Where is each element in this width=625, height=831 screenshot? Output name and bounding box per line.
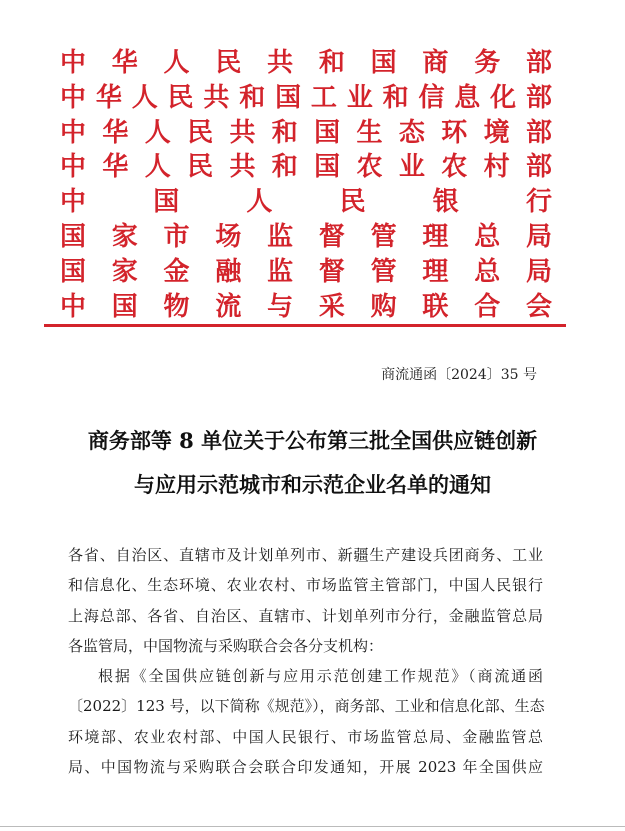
issuing-agencies-header <box>60 46 552 324</box>
body-line: 〔2022〕123 号，以下简称《规范》），商务部、工业和信息化部、生态 <box>68 697 545 716</box>
agency-line: 国家金融监督管理总局 <box>60 256 552 287</box>
body-line: 根据《全国供应链创新与应用示范创建工作规范》（商流通函 <box>98 667 543 686</box>
body-line: 各监管局，中国物流与采购联合会各分支机构： <box>68 636 384 655</box>
body-line: 各省、自治区、直辖市及计划单列市、新疆生产建设兵团商务、工业 <box>68 546 543 564</box>
agency-line: 中华人民共和国农业农村部 <box>60 152 552 183</box>
document-title-line-1: 商务部等 8 单位关于公布第三批全国供应链创新 <box>87 428 538 453</box>
document-body <box>68 540 543 782</box>
body-line: 和信息化、生态环境、农业农村、市场监管主管部门，中国人民银行 <box>68 576 543 595</box>
agency-line: 中华人民共和国商务部 <box>60 48 552 78</box>
page-bottom-edge <box>0 826 625 827</box>
document-number: 商流通函〔2024〕35 号 <box>381 367 537 383</box>
red-divider-line <box>44 324 566 327</box>
agency-line: 国家市场监督管理总局 <box>60 221 552 252</box>
agency-line: 中华人民共和国生态环境部 <box>60 117 552 148</box>
body-line: 局、中国物流与采购联合会联合印发通知，开展 2023 年全国供应 <box>68 758 543 777</box>
agency-line: 中国人民银行 <box>60 187 552 218</box>
body-line: 上海总部、各省、自治区、直辖市、计划单列市分行，金融监管总局 <box>68 606 543 625</box>
agency-line: 中国物流与采购联合会 <box>60 291 552 322</box>
document-title-line-2: 与应用示范城市和示范企业名单的通知 <box>134 472 491 497</box>
agency-line: 中华人民共和国工业和信息化部 <box>60 82 552 113</box>
body-line: 环境部、农业农村部、中国人民银行、市场监管总局、金融监管总 <box>68 727 543 746</box>
